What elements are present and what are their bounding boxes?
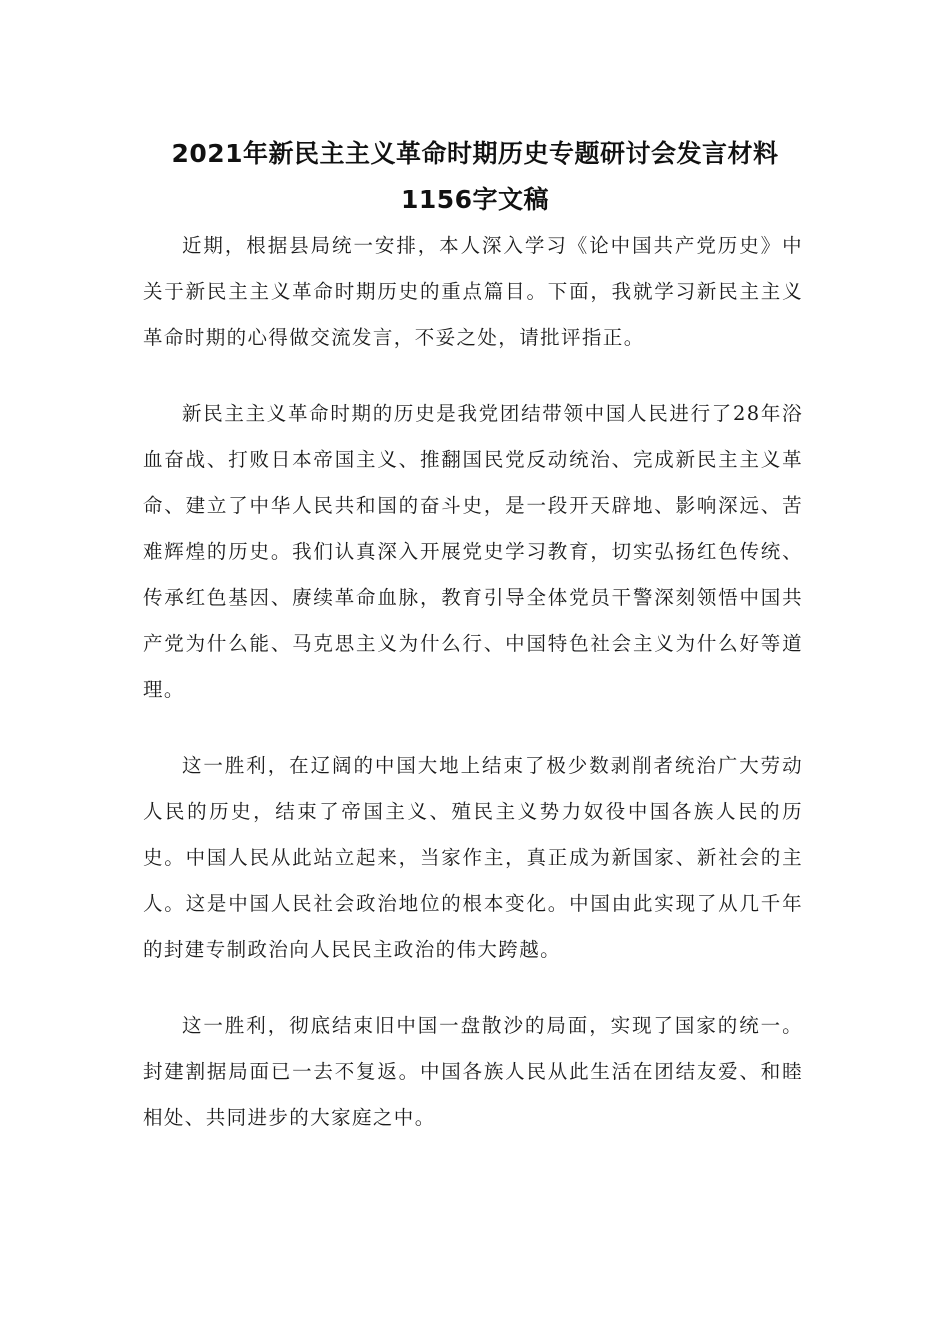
paragraph-4: 这一胜利，彻底结束旧中国一盘散沙的局面，实现了国家的统一。封建割据局面已一去不复返。中国各族人民从此生活在团结友爱、和睦相处、共同进步的大家庭之中。 [143, 1014, 803, 1129]
paragraph-3: 这一胜利，在辽阔的中国大地上结束了极少数剥削者统治广大劳动人民的历史，结束了帝国主义、殖民主义势力奴役中国各族人民的历史。中国人民从此站立起来，当家作主，真正成为新国家、新社会的主人。这是中国人民社会政治地位的根本变化。中国由此实现了从几千年的封建专制政治向人民民主政治的伟大跨越。 [143, 754, 803, 961]
paragraph-2: 新民主主义革命时期的历史是我党团结带领中国人民进行了28年浴血奋战、打败日本帝国主义、推翻国民党反动统治、完成新民主主义革命、建立了中华人民共和国的奋斗史，是一段开天辟地、影响深远、苦难辉煌的历史。我们认真深入开展党史学习教育，切实弘扬红色传统、传承红色基因、赓续革命血脉，教育引导全体党员干警深刻领悟中国共产党为什么能、马克思主义为什么行、中国特色社会主义为什么好等道理。 [143, 402, 803, 701]
document-body [143, 223, 803, 1171]
document-title: 2021年新民主主义革命时期历史专题研讨会发言材料1156字文稿 [171, 139, 779, 214]
paragraph-1: 近期，根据县局统一安排，本人深入学习《论中国共产党历史》中关于新民主主义革命时期历史的重点篇目。下面，我就学习新民主主义革命时期的心得做交流发言，不妥之处，请批评指正。 [143, 234, 803, 349]
